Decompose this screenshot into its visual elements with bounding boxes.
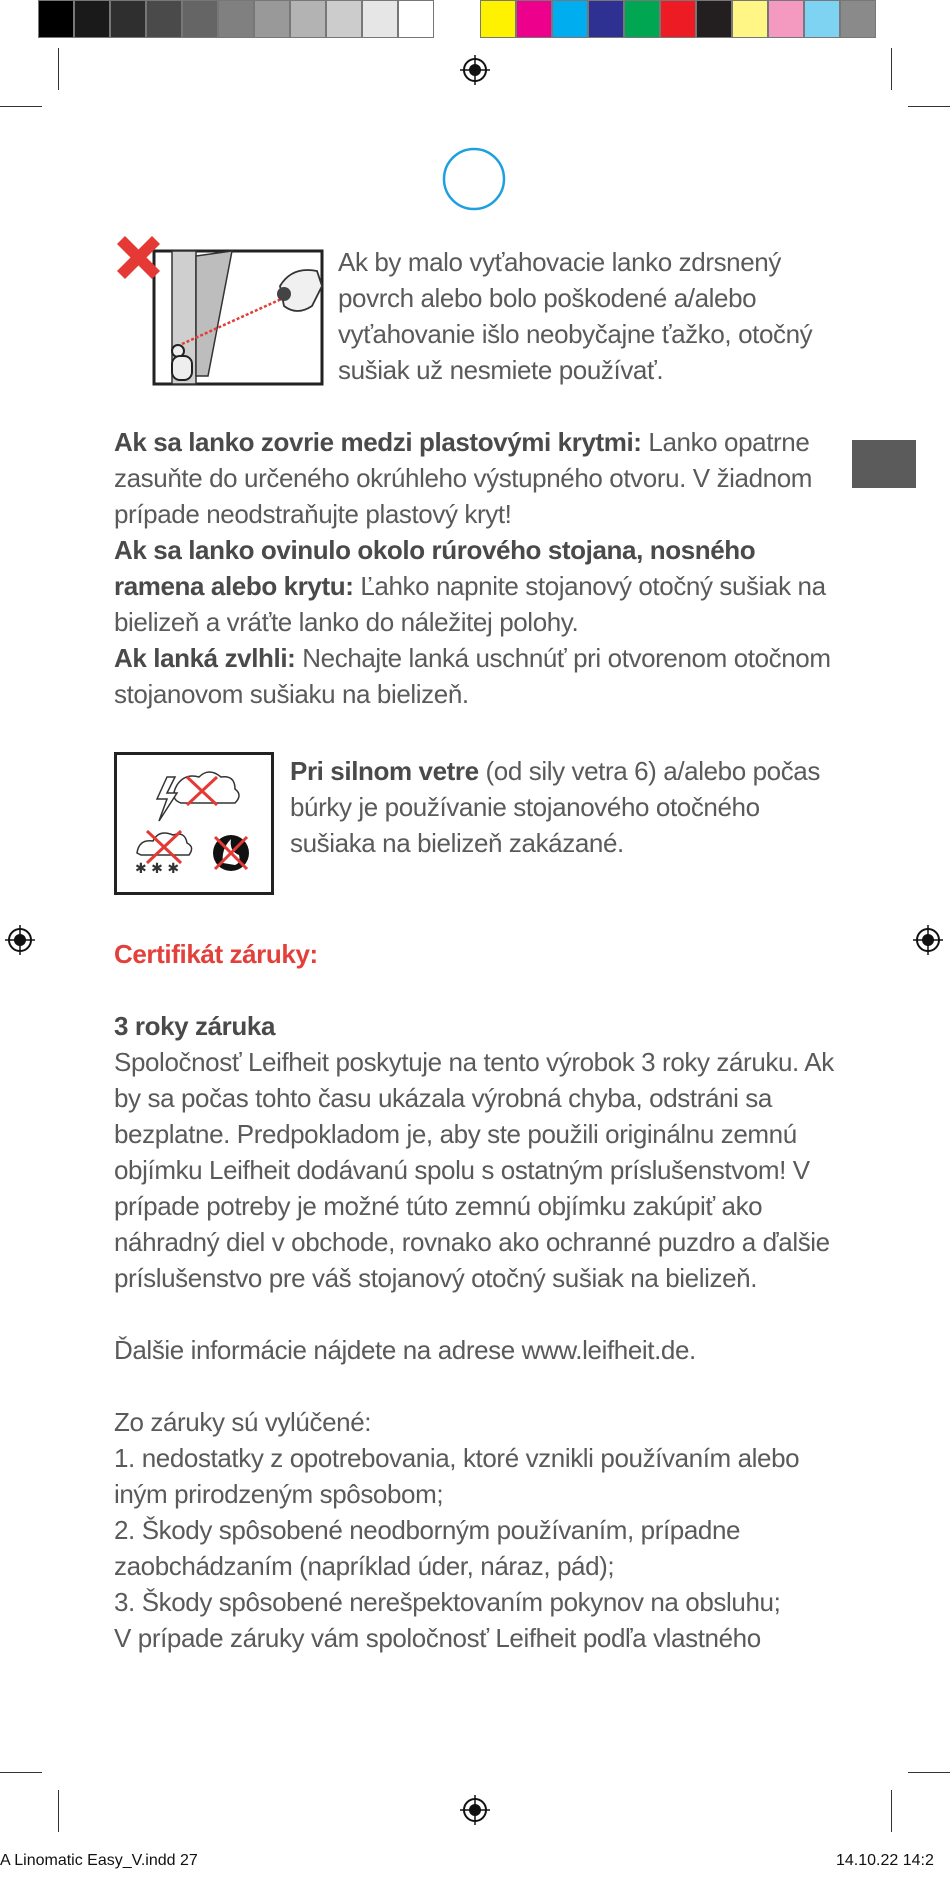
section-cord-handling	[114, 424, 844, 712]
gray-swatch	[218, 0, 254, 38]
cord-wrapped-text: Ľahko napnite stojanový otočný sušiak na bielizeň a vráťte lanko do náležitej polohy.	[114, 571, 826, 637]
crop-mark	[0, 1772, 42, 1773]
blue-circle-marker	[441, 146, 507, 212]
gray-swatch	[74, 0, 110, 38]
damaged-cord-illustration	[112, 226, 327, 386]
crop-mark	[0, 106, 42, 107]
color-swatch	[768, 0, 804, 38]
color-swatch	[804, 0, 840, 38]
warranty-excluded-item: 1. nedostatky z opotrebovania, ktoré vznikli používaním alebo iným prirodzeným spôsobom;	[114, 1443, 800, 1509]
crop-mark	[908, 1772, 950, 1773]
color-swatch	[552, 0, 588, 38]
wind-warning-text: (od sily vetra 6) a/alebo počas búrky je používanie stojanového otočného sušiaka na bielizeň zakázané.	[290, 756, 820, 858]
crop-mark	[891, 48, 892, 90]
color-swatch	[516, 0, 552, 38]
warranty-excluded-item: 2. Škody spôsobené neodborným používaním, prípadne zaobchádzaním (napríklad úder, náraz, pád);	[114, 1515, 741, 1581]
cord-wet-heading: Ak lanká zvlhli:	[114, 643, 296, 673]
color-swatch	[696, 0, 732, 38]
crop-mark	[891, 1790, 892, 1832]
gray-swatch	[146, 0, 182, 38]
warranty-subheading: 3 roky záruka	[114, 1011, 276, 1041]
wind-warning-heading: Pri silnom vetre	[290, 756, 479, 786]
warranty-last-line: V prípade záruky vám spoločnosť Leifheit podľa vlastného	[114, 1623, 761, 1653]
warranty-excluded-title: Zo záruky sú vylúčené:	[114, 1407, 372, 1437]
gray-swatch	[290, 0, 326, 38]
registration-mark-icon	[913, 925, 943, 955]
storm-warning-icon	[117, 755, 271, 892]
registration-mark-icon	[460, 1795, 490, 1825]
cord-jammed-heading: Ak sa lanko zovrie medzi plastovými krytmi:	[114, 427, 642, 457]
color-swatch	[480, 0, 516, 38]
process-color-bar	[480, 0, 876, 40]
color-swatch	[624, 0, 660, 38]
color-swatch	[840, 0, 876, 38]
color-swatch	[660, 0, 696, 38]
svg-text:✱ ✱ ✱: ✱ ✱ ✱	[135, 861, 180, 877]
footer-file-info: A Linomatic Easy_V.indd 27	[0, 1852, 198, 1869]
color-swatch	[732, 0, 768, 38]
warranty-info: Ďalšie informácie nájdete na adrese www.leifheit.de.	[114, 1335, 696, 1365]
crop-mark	[908, 106, 950, 107]
grayscale-color-bar	[38, 0, 434, 40]
registration-mark-icon	[5, 925, 35, 955]
cord-jammed-text: Lanko opatrne zasuňte do určeného okrúhleho výstupného otvoru. V žiadnom prípade neodstraňujte plastový kryt!	[114, 427, 813, 529]
gray-swatch	[362, 0, 398, 38]
crop-mark	[58, 48, 59, 90]
cord-wet-text: Nechajte lanká uschnúť pri otvorenom otočnom stojanovom sušiaku na bielizeň.	[114, 643, 831, 709]
gray-swatch	[254, 0, 290, 38]
color-swatch	[588, 0, 624, 38]
footer-timestamp: 14.10.22 14:2	[836, 1852, 934, 1869]
warranty-body: Spoločnosť Leifheit poskytuje na tento výrobok 3 roky záruku. Ak by sa počas tohto času ukázala výrobná chyba, odstráni sa bezplatne. Predpokladom je, aby ste použili originálnu zemnú objímku Leifheit dodávanú spolu s ostatným príslušenstvom! V prípade potreby je možné túto zemnú objímku zakúpiť ako náhradný diel v obchode, rovnako ako ochranné puzdro a ďalšie príslušenstvo pre váš stojanový otočný sušiak na bielizeň.	[114, 1047, 834, 1293]
gray-swatch	[182, 0, 218, 38]
crop-mark	[58, 1790, 59, 1832]
page-side-tab	[852, 440, 916, 488]
warranty-heading: Certifikát záruky:	[114, 939, 318, 969]
gray-swatch	[38, 0, 74, 38]
registration-mark-icon	[460, 55, 490, 85]
warranty-section	[114, 936, 844, 1656]
weather-warning-box	[114, 752, 274, 895]
gray-swatch	[398, 0, 434, 38]
gray-swatch	[326, 0, 362, 38]
warranty-excluded-item: 3. Škody spôsobené nerešpektovaním pokynov na obsluhu;	[114, 1587, 781, 1617]
section-wind-warning	[290, 753, 835, 861]
gray-swatch	[110, 0, 146, 38]
cord-wrapped-heading: Ak sa lanko ovinulo okolo rúrového stojana, nosného ramena alebo krytu:	[114, 535, 756, 601]
section-damaged-cord-text: Ak by malo vyťahovacie lanko zdrsnený povrch alebo bolo poškodené a/alebo vyťahovanie išlo neobyčajne ťažko, otočný sušiak už nesmiete používať.	[338, 247, 813, 385]
